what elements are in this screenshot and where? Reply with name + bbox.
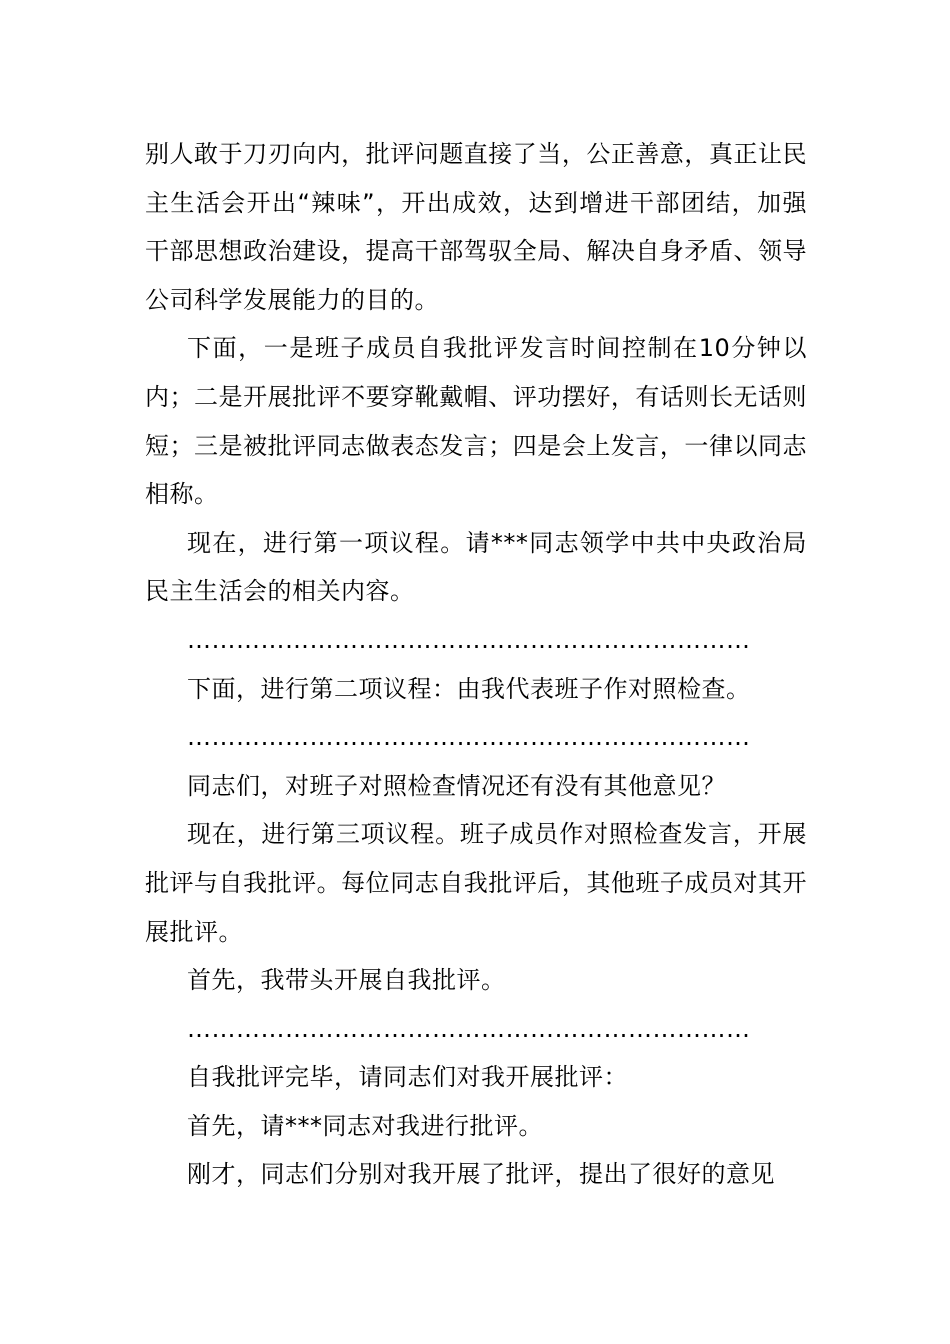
paragraph-6: 现在，进行第三项议程。班子成员作对照检查发言，开展批评与自我批评。每位同志自我批评后，其他班子成员对其开展批评。 bbox=[145, 820, 807, 946]
paragraph-7: 首先，我带头开展自我批评。 bbox=[187, 966, 506, 995]
paragraph-4: 下面，进行第二项议程：由我代表班子作对照检查。 bbox=[187, 674, 751, 703]
dotted-separator-1: …………………………………………………………… bbox=[187, 625, 751, 654]
paragraph-10: 刚才，同志们分别对我开展了批评，提出了很好的意见 bbox=[187, 1160, 775, 1189]
paragraph-1: 别人敢于刀刃向内，批评问题直接了当，公正善意，真正让民主生活会开出“辣味”，开出成效，达到增进干部团结，加强干部思想政治建设，提高干部驾驭全局、解决自身矛盾、领导公司科学发展能力的目的。 bbox=[145, 140, 807, 314]
paragraph-5: 同志们，对班子对照检查情况还有没有其他意见？ bbox=[187, 771, 726, 800]
paragraph-8: 自我批评完毕，请同志们对我开展批评： bbox=[187, 1063, 628, 1092]
dotted-separator-3: …………………………………………………………… bbox=[187, 1014, 751, 1043]
paragraph-2: 下面，一是班子成员自我批评发言时间控制在10分钟以内；二是开展批评不要穿靴戴帽、评功摆好，有话则长无话则短；三是被批评同志做表态发言；四是会上发言，一律以同志相称。 bbox=[145, 334, 807, 509]
paragraph-3: 现在，进行第一项议程。请***同志领学中共中央政治局民主生活会的相关内容。 bbox=[145, 528, 807, 606]
dotted-separator-2: …………………………………………………………… bbox=[187, 723, 751, 752]
document-body bbox=[145, 130, 807, 1199]
paragraph-9: 首先，请***同志对我进行批评。 bbox=[187, 1111, 543, 1140]
